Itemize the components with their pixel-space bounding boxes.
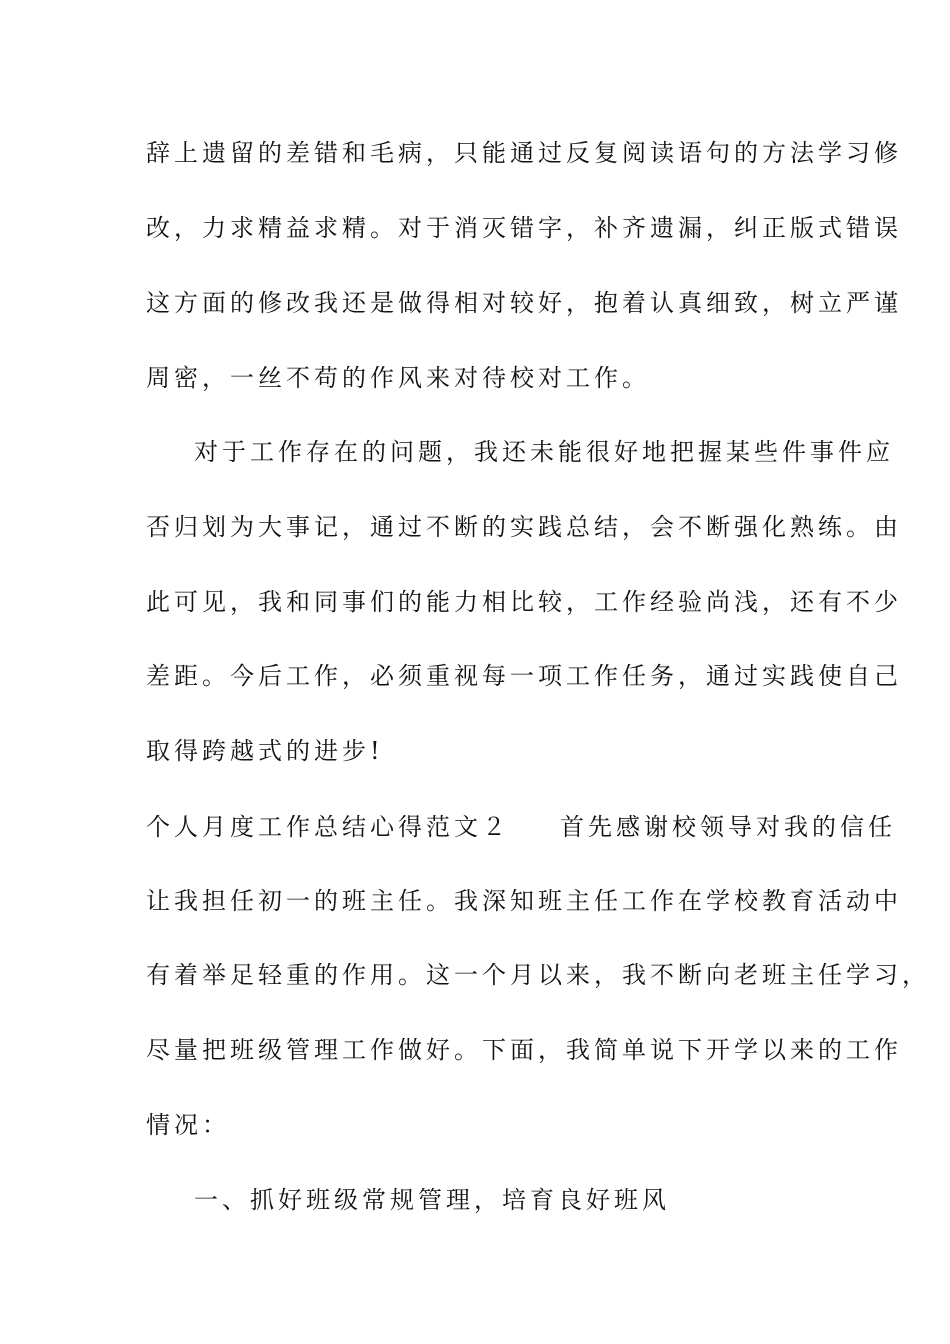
text-line: 否归划为大事记，通过不断的实践总结，会不断强化熟练。由 — [146, 513, 902, 541]
text-line: 让我担任初一的班主任。我深知班主任工作在学校教育活动中 — [146, 887, 902, 915]
text-line: 情况： — [146, 1111, 230, 1139]
text-line: 尽量把班级管理工作做好。下面，我简单说下开学以来的工作 — [146, 1036, 902, 1064]
section-heading-line — [146, 811, 896, 843]
text-line: 有着举足轻重的作用。这一个月以来，我不断向老班主任学习， — [146, 961, 930, 989]
subheading: 一、抓好班级常规管理，培育良好班风 — [194, 1186, 670, 1214]
paragraph-first-line: 对于工作存在的问题，我还未能很好地把握某些件事件应 — [194, 438, 894, 466]
text-line: 取得跨越式的进步! — [146, 737, 384, 765]
section-title: 个人月度工作总结心得范文２ — [146, 813, 510, 841]
text-line: 此可见，我和同事们的能力相比较，工作经验尚浅，还有不少 — [146, 588, 902, 616]
text-line: 改，力求精益求精。对于消灭错字，补齐遗漏，纠正版式错误 — [146, 214, 902, 242]
text-line: 差距。今后工作，必须重视每一项工作任务，通过实践使自己 — [146, 662, 902, 690]
text-line: 辞上遗留的差错和毛病，只能通过反复阅读语句的方法学习修 — [146, 139, 902, 167]
section-first-text: 首先感谢校领导对我的信任 — [560, 813, 896, 841]
text-line: 周密，一丝不苟的作风来对待校对工作。 — [146, 364, 650, 392]
text-line: 这方面的修改我还是做得相对较好，抱着认真细致，树立严谨 — [146, 289, 902, 317]
